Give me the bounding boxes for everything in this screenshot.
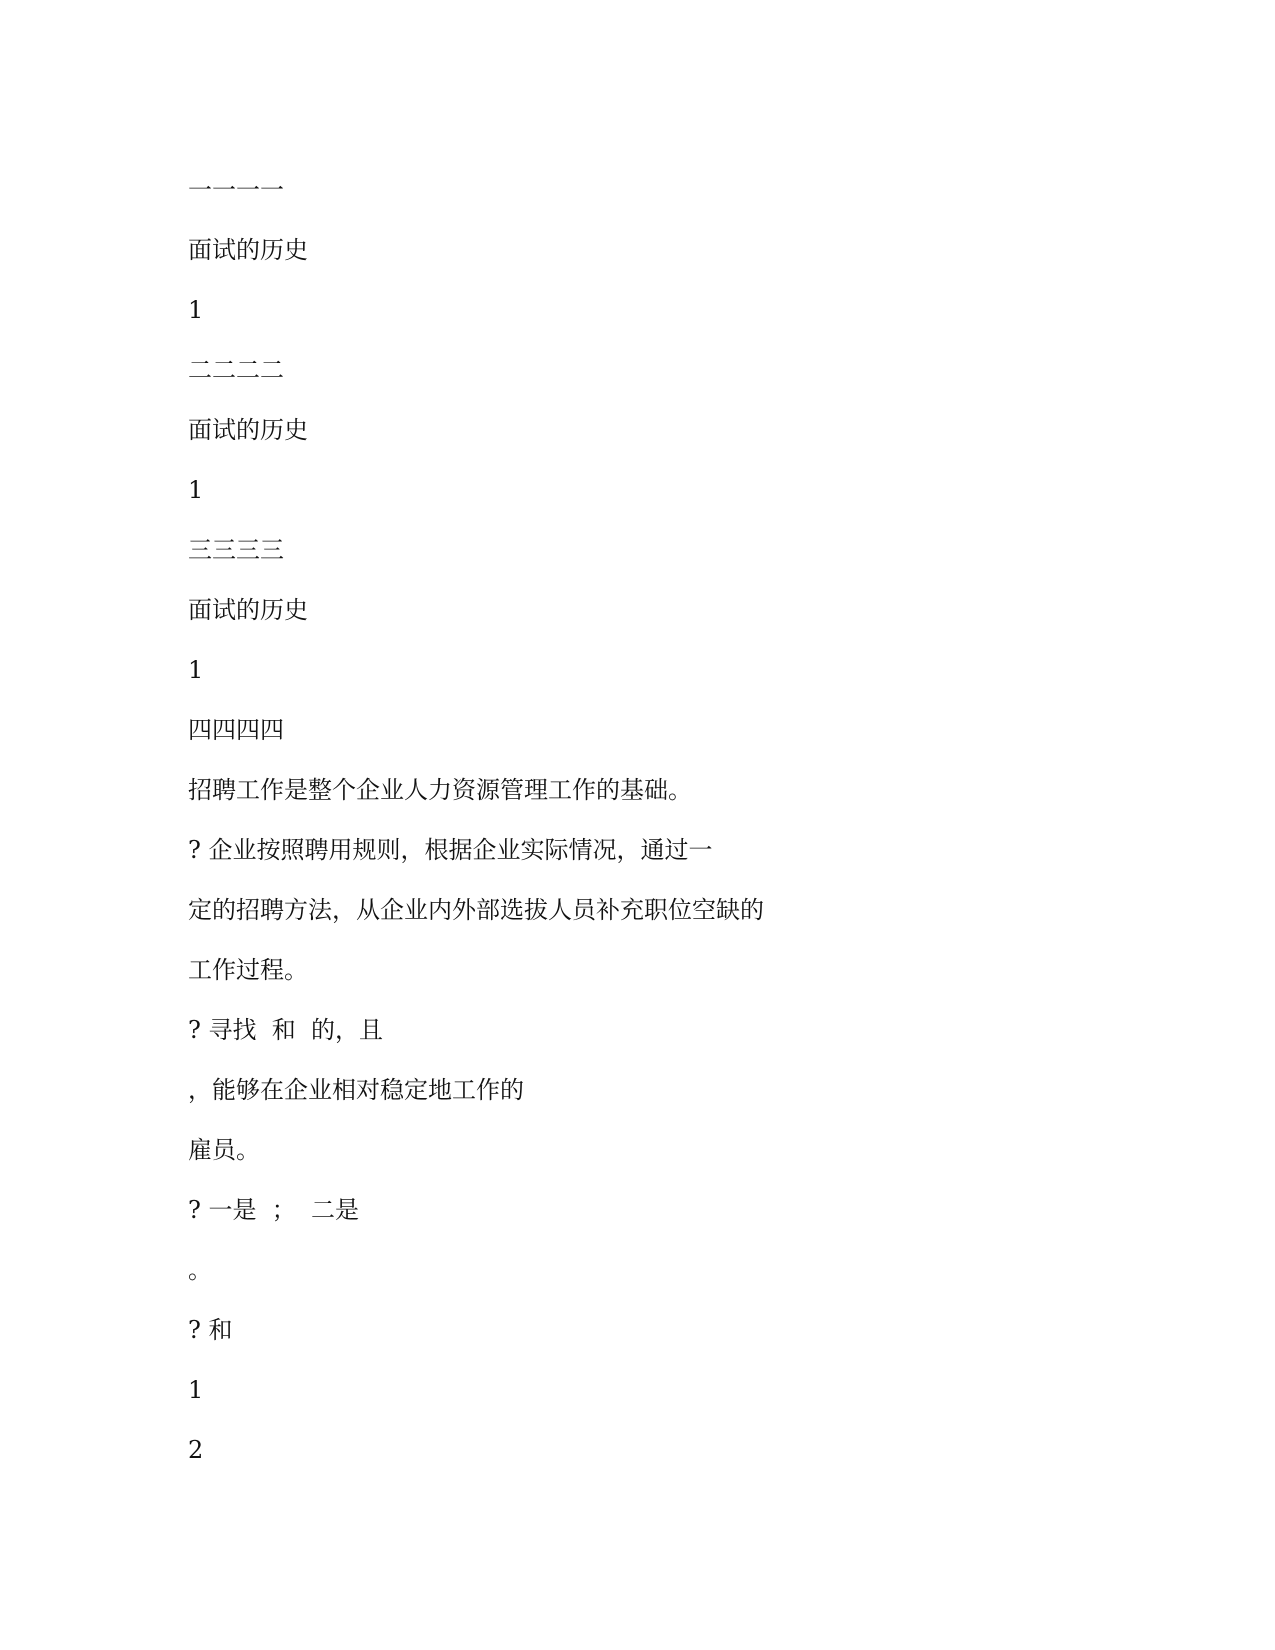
bullet-line: ? 企业按照聘用规则，根据企业实际情况，通过一: [188, 836, 713, 864]
body-text-line: ，能够在企业相对稳定地工作的: [188, 1076, 524, 1104]
page-number-1: 1: [188, 296, 204, 324]
body-text-line: 招聘工作是整个企业人力资源管理工作的基础。: [188, 776, 692, 804]
section-heading-1: 一一一一: [188, 176, 284, 204]
list-number: 1: [188, 1376, 204, 1404]
page-number-2: 1: [188, 476, 204, 504]
bullet-line: ? 一是 ； 二是: [188, 1196, 360, 1224]
body-text-line: 定的招聘方法，从企业内外部选拔人员补充职位空缺的: [188, 896, 764, 924]
bullet-line: ? 和: [188, 1316, 233, 1344]
list-number: 2: [188, 1436, 204, 1464]
section-heading-4: 四四四四: [188, 716, 284, 744]
body-text-line: 。: [188, 1256, 212, 1284]
section-title-2: 面试的历史: [188, 416, 308, 444]
page-number-3: 1: [188, 656, 204, 684]
body-text-line: 工作过程。: [188, 956, 308, 984]
section-heading-2: 二二二二: [188, 356, 284, 384]
bullet-line: ? 寻找 和 的，且: [188, 1016, 384, 1044]
section-title-1: 面试的历史: [188, 236, 308, 264]
section-heading-3: 三三三三: [188, 536, 284, 564]
body-text-line: 雇员。: [188, 1136, 260, 1164]
section-title-3: 面试的历史: [188, 596, 308, 624]
